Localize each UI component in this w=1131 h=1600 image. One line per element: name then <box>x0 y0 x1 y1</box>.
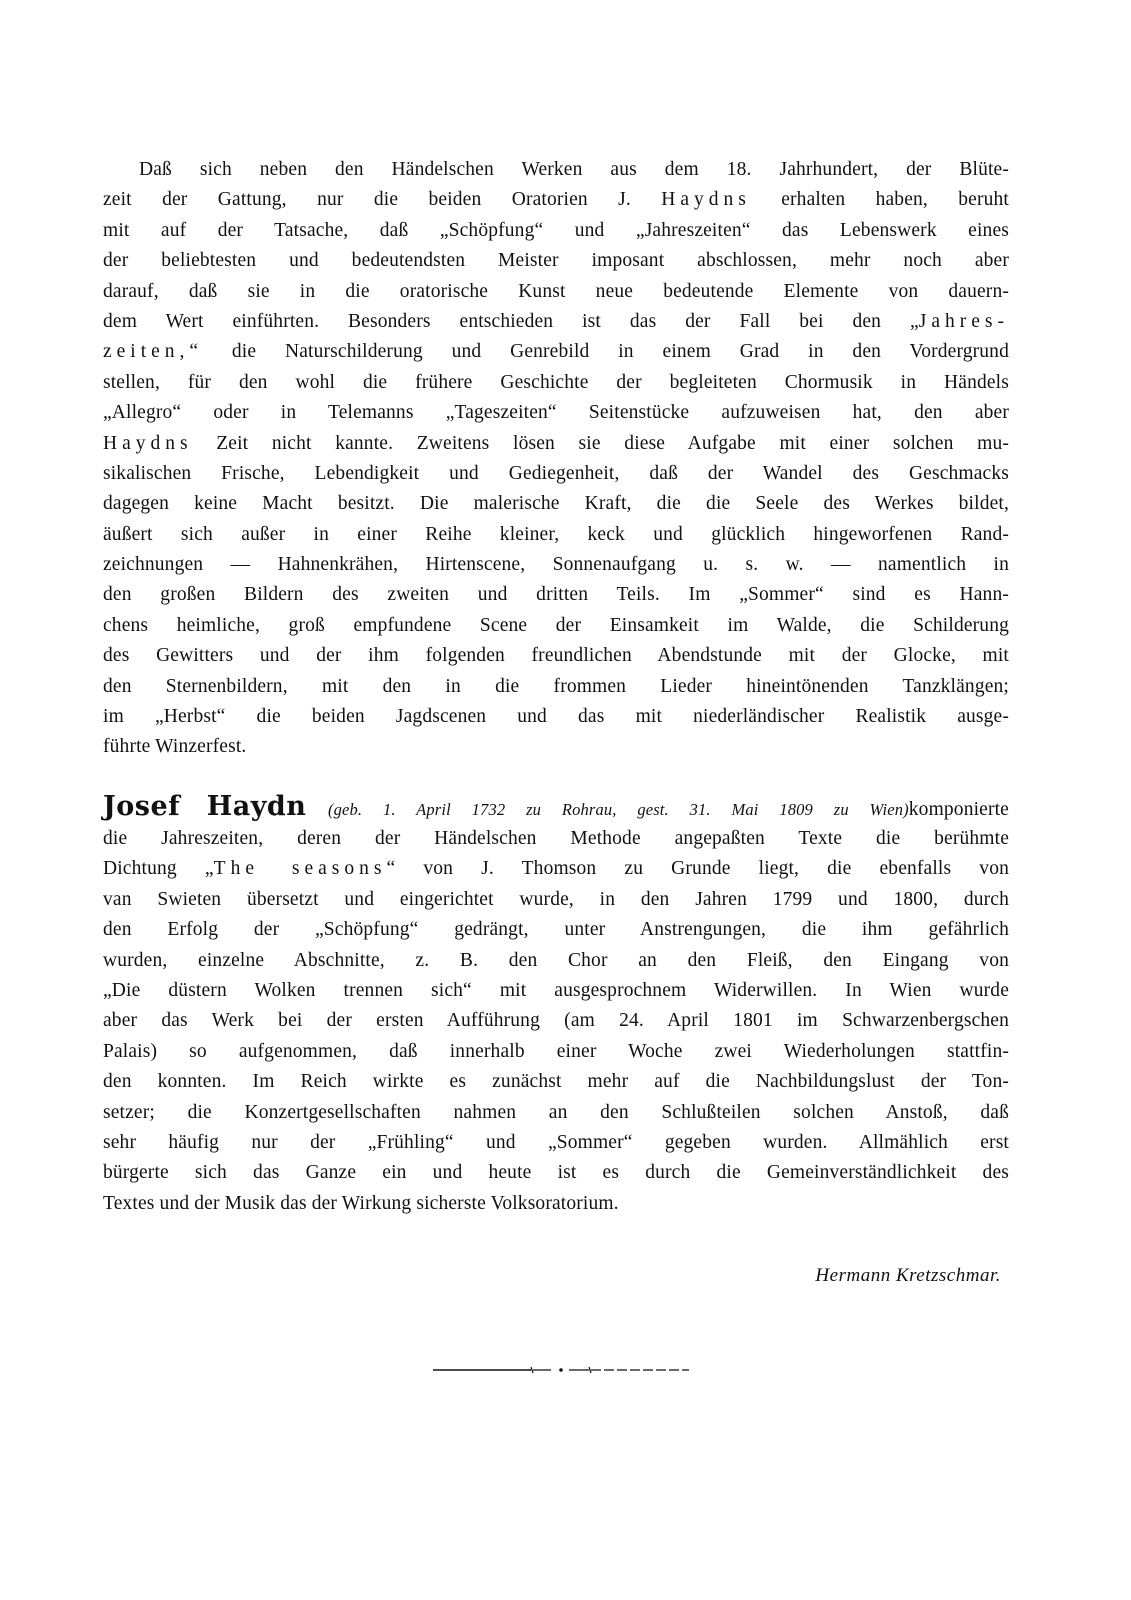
text-line: aber das Werk bei der ersten Aufführung (am 24. April 1801 im Schwarzenbergschen <box>103 1010 1009 1032</box>
text-line: bürgerte sich das Ganze ein und heute ist es durch die Gemeinverständlichkeit des <box>103 1162 1009 1184</box>
text-line: äußert sich außer in einer Reihe kleiner, keck und glücklich hingeworfenen Rand- <box>103 523 1009 545</box>
text-line: Textes und der Musik das der Wirkung sicherste Volksoratorium. <box>103 1192 619 1214</box>
author-signature: Hermann Kretzschmar. <box>815 1265 1001 1286</box>
text-line: sehr häufig nur der „Frühling“ und „Sommer“ gegeben wurden. Allmählich erst <box>103 1131 1009 1153</box>
text-line: Dichtung „The seasons“ von J. Thomson zu Grunde liegt, die ebenfalls von <box>103 858 1009 880</box>
text-line: der beliebtesten und bedeutendsten Meister imposant abschlossen, mehr noch aber <box>103 250 1009 272</box>
text-line: van Swieten übersetzt und eingerichtet wurde, in den Jahren 1799 und 1800, durch <box>103 888 1009 910</box>
text-line: stellen, für den wohl die frühere Geschichte der begleiteten Chormusik in Händels <box>103 371 1009 393</box>
text-line: „Die düstern Wolken trennen sich“ mit ausgesprochnem Widerwillen. In Wien wurde <box>103 979 1009 1001</box>
text-line: darauf, daß sie in die oratorische Kunst neue bedeutende Elemente von dauern- <box>103 280 1009 302</box>
text-line: setzer; die Konzertgesellschaften nahmen an den Schlußteilen solchen Anstoß, daß <box>103 1101 1009 1123</box>
composer-dates: (geb. 1. April 1732 zu Rohrau, gest. 31. Mai 1809 zu Wien) <box>327 800 909 819</box>
paragraph-heading-line <box>103 790 1009 824</box>
text-line: des Gewitters und der ihm folgenden freundlichen Abendstunde mit der Glocke, mit <box>103 645 1009 667</box>
paragraph-2 <box>103 790 1009 1219</box>
ornament-left-flourish <box>531 1367 551 1373</box>
text-line: im „Herbst“ die beiden Jagdscenen und das mit niederländischer Realistik ausge- <box>103 706 1009 728</box>
text-line: den Sternenbildern, mit den in die frommen Lieder hineintönenden Tanzklängen; <box>103 675 1009 697</box>
text-line: Palais) so aufgenommen, daß innerhalb einer Woche zwei Wiederholungen stattfin- <box>103 1040 1009 1062</box>
text-line: sikalischen Frische, Lebendigkeit und Gediegenheit, daß der Wandel des Geschmacks <box>103 462 1009 484</box>
text-line: Daß sich neben den Händelschen Werken aus dem 18. Jahrhundert, der Blüte- <box>139 159 1009 180</box>
text-line: den Erfolg der „Schöpfung“ gedrängt, unter Anstrengungen, die ihm gefährlich <box>103 919 1009 941</box>
text-line: führte Winzerfest. <box>103 736 247 758</box>
text-line: zeit der Gattung, nur die beiden Oratorien J. Haydns erhalten haben, beruht <box>103 189 1009 211</box>
composer-name-heading: Josef Haydn <box>103 791 307 822</box>
text-line: Haydns Zeit nicht kannte. Zweitens lösen sie diese Aufgabe mit einer solchen mu- <box>103 432 1009 454</box>
text-line: dem Wert einführten. Besonders entschieden ist das der Fall bei den „Jahres- <box>103 310 1009 332</box>
text-line: chens heimliche, groß empfundene Scene der Einsamkeit im Walde, die Schilderung <box>103 614 1009 636</box>
text-line: mit auf der Tatsache, daß „Schöpfung“ und „Jahreszeiten“ das Lebenswerk eines <box>103 219 1009 241</box>
text-line: die Jahreszeiten, deren der Händelschen Methode angepaßten Texte die berühmte <box>103 828 1009 849</box>
text-line: dagegen keine Macht besitzt. Die malerische Kraft, die die Seele des Werkes bildet, <box>103 493 1009 515</box>
text-line: den konnten. Im Reich wirkte es zunächst mehr auf die Nachbildungslust der Ton- <box>103 1071 1009 1093</box>
text-line: den großen Bildern des zweiten und dritten Teils. Im „Sommer“ sind es Hann- <box>103 584 1009 606</box>
text-line: zeiten,“ die Naturschilderung und Genrebild in einem Grad in den Vordergrund <box>103 341 1009 363</box>
text-line: wurden, einzelne Abschnitte, z. B. den Chor an den Fleiß, den Eingang von <box>103 949 1009 971</box>
ornament-center-dot <box>559 1368 563 1372</box>
text-line: „Allegro“ oder in Telemanns „Tageszeiten“ Seitenstücke aufzuweisen hat, den aber <box>103 402 1009 424</box>
text-line: zeichnungen — Hahnenkrähen, Hirtenscene, Sonnenaufgang u. s. w. — namentlich in <box>103 554 1009 576</box>
paragraph-1 <box>103 155 1009 763</box>
ornament-right-flourish <box>569 1367 591 1373</box>
heading-continuation: komponierte <box>908 799 1009 820</box>
rule-ornament-icon <box>433 1365 689 1375</box>
